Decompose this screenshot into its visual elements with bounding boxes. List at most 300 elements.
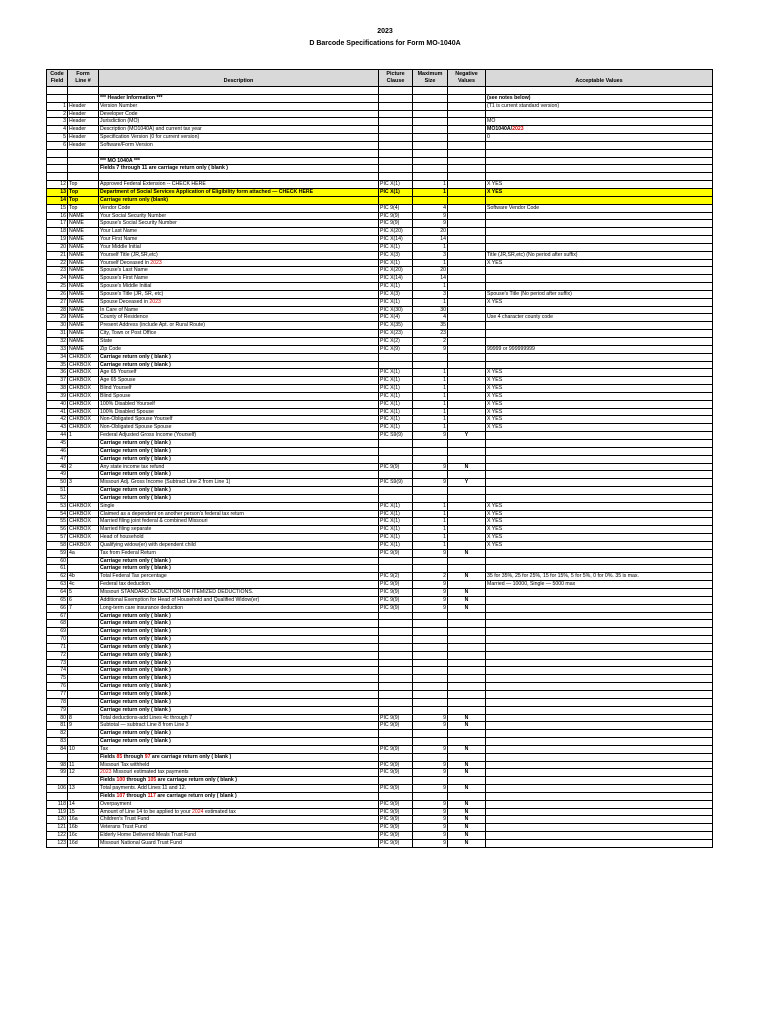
description-cell: Your First Name — [99, 236, 379, 244]
acceptable-values-cell: MO — [486, 118, 713, 126]
col-header-form-line1: Form — [76, 71, 90, 77]
negative-values-cell — [448, 690, 486, 698]
form-line-cell: 9 — [68, 722, 99, 730]
code-field-cell: 32 — [47, 338, 68, 346]
code-field-cell: 66 — [47, 604, 68, 612]
table-row — [47, 534, 713, 542]
acceptable-values-cell — [486, 322, 713, 330]
table-row — [47, 526, 713, 534]
description-cell: Developer Code — [99, 110, 379, 118]
table-row — [47, 220, 713, 228]
acceptable-values-cell — [486, 714, 713, 722]
description-cell: Elderly Home Delivered Meals Trust Fund — [99, 832, 379, 840]
form-line-cell — [68, 730, 99, 738]
max-size-cell: 2 — [413, 573, 448, 581]
picture-clause-cell: PIC X(1) — [379, 534, 413, 542]
table-row — [47, 188, 713, 196]
max-size-cell: 9 — [413, 769, 448, 777]
acceptable-values-cell: (T1 is current standard version) — [486, 102, 713, 110]
table-row — [47, 785, 713, 793]
code-field-cell: 4 — [47, 126, 68, 134]
description-cell: 100% Disabled Spouse — [99, 408, 379, 416]
negative-values-cell: N — [448, 832, 486, 840]
acceptable-values-cell — [486, 228, 713, 236]
code-field-cell: 26 — [47, 290, 68, 298]
form-line-cell — [68, 487, 99, 495]
max-size-cell — [413, 557, 448, 565]
code-field-cell: 84 — [47, 745, 68, 753]
table-row — [47, 298, 713, 306]
picture-clause-cell — [379, 738, 413, 746]
max-size-cell: 9 — [413, 589, 448, 597]
acceptable-values-cell — [486, 439, 713, 447]
negative-values-cell — [448, 212, 486, 220]
table-row — [47, 738, 713, 746]
acceptable-values-cell — [486, 361, 713, 369]
acceptable-values-cell — [486, 698, 713, 706]
negative-values-cell — [448, 612, 486, 620]
acceptable-values-cell: 99999 or 999999999 — [486, 345, 713, 353]
negative-values-cell: N — [448, 761, 486, 769]
description-text-mid: through — [125, 792, 148, 799]
max-size-cell: 9 — [413, 761, 448, 769]
form-line-cell: Header — [68, 141, 99, 149]
picture-clause-cell — [379, 683, 413, 691]
max-size-cell: 1 — [413, 534, 448, 542]
code-field-cell: 51 — [47, 487, 68, 495]
table-row — [47, 212, 713, 220]
description-cell: Specification Version (0 for current version) — [99, 134, 379, 142]
max-size-cell: 9 — [413, 596, 448, 604]
acceptable-values-cell — [486, 220, 713, 228]
table-row — [47, 808, 713, 816]
table-row — [47, 377, 713, 385]
acceptable-values-cell — [486, 816, 713, 824]
picture-clause-cell: PIC X(3) — [379, 251, 413, 259]
code-field-cell: 46 — [47, 447, 68, 455]
code-field-cell: 39 — [47, 392, 68, 400]
description-cell: Overpayment — [99, 800, 379, 808]
code-field-cell: 81 — [47, 722, 68, 730]
description-cell: Carriage return only (blank) — [99, 196, 379, 204]
description-cell: Veterans Trust Fund — [99, 824, 379, 832]
max-size-cell — [413, 690, 448, 698]
table-row — [47, 149, 713, 157]
table-row — [47, 471, 713, 479]
form-line-cell: 8 — [68, 714, 99, 722]
picture-clause-cell: PIC X(14) — [379, 275, 413, 283]
max-size-cell — [413, 87, 448, 95]
description-text: Amount of Line 14 to be applied to your — [100, 808, 192, 815]
picture-clause-cell — [379, 753, 413, 761]
acceptable-values-cell — [486, 651, 713, 659]
max-size-cell — [413, 659, 448, 667]
code-field-cell: 31 — [47, 330, 68, 338]
max-size-cell — [413, 620, 448, 628]
form-line-cell: 11 — [68, 761, 99, 769]
negative-values-cell — [448, 338, 486, 346]
description-cell: Carriage return only ( blank ) — [99, 667, 379, 675]
form-line-cell: 16a — [68, 816, 99, 824]
negative-values-cell: N — [448, 589, 486, 597]
description-highlight-text: 2024 — [192, 808, 204, 815]
form-line-cell — [68, 698, 99, 706]
negative-values-cell: N — [448, 785, 486, 793]
picture-clause-cell: PIC S9(9) — [379, 432, 413, 440]
acceptable-values-cell — [486, 761, 713, 769]
description-text-tail: estimated tax — [203, 808, 236, 815]
code-field-cell: 74 — [47, 667, 68, 675]
max-size-cell — [413, 738, 448, 746]
form-line-cell: NAME — [68, 228, 99, 236]
description-cell — [99, 173, 379, 181]
table-row — [47, 636, 713, 644]
form-line-cell: CHKBOX — [68, 361, 99, 369]
acceptable-values-cell — [486, 471, 713, 479]
table-row — [47, 487, 713, 495]
picture-clause-cell: PIC X(1) — [379, 518, 413, 526]
code-field-cell: 72 — [47, 651, 68, 659]
table-row — [47, 236, 713, 244]
max-size-cell — [413, 487, 448, 495]
description-cell: Department of Social Services Application of Eligibility form attached — CHECK HERE — [99, 188, 379, 196]
table-row — [47, 769, 713, 777]
spec-table — [46, 69, 713, 848]
picture-clause-cell: PIC X(30) — [379, 306, 413, 314]
code-field-cell: 55 — [47, 518, 68, 526]
description-cell: Carriage return only ( blank ) — [99, 494, 379, 502]
col-header-description: Description — [99, 70, 379, 87]
table-row — [47, 494, 713, 502]
acceptable-values-cell — [486, 330, 713, 338]
acceptable-values-cell — [486, 643, 713, 651]
form-line-cell — [68, 157, 99, 165]
picture-clause-cell: PIC 9(9) — [379, 745, 413, 753]
max-size-cell: 1 — [413, 518, 448, 526]
description-cell: Carriage return only ( blank ) — [99, 651, 379, 659]
description-cell: Spouse's First Name — [99, 275, 379, 283]
form-line-cell — [68, 565, 99, 573]
table-row — [47, 392, 713, 400]
description-cell: Missouri STANDARD DEDUCTION OR ITEMIZED DEDUCTIONS. — [99, 589, 379, 597]
max-size-cell: 14 — [413, 236, 448, 244]
description-cell: Fields 7 through 11 are carriage return only ( blank ) — [99, 165, 379, 173]
col-header-code — [47, 70, 68, 87]
description-cell: Carriage return only ( blank ) — [99, 690, 379, 698]
acceptable-values-text: MO1040A/ — [487, 126, 513, 133]
picture-clause-cell: PIC X(4) — [379, 314, 413, 322]
description-text-tail: Missouri estimated tax payments — [111, 769, 189, 776]
code-field-cell: 44 — [47, 432, 68, 440]
acceptable-values-cell — [486, 832, 713, 840]
picture-clause-cell: PIC X(1) — [379, 510, 413, 518]
form-line-cell — [68, 690, 99, 698]
negative-values-cell — [448, 236, 486, 244]
negative-values-cell — [448, 251, 486, 259]
negative-values-cell — [448, 408, 486, 416]
max-size-cell — [413, 730, 448, 738]
description-highlight-text-2: 117 — [147, 792, 156, 799]
picture-clause-cell — [379, 110, 413, 118]
max-size-cell — [413, 173, 448, 181]
code-field-cell: 60 — [47, 557, 68, 565]
negative-values-cell — [448, 134, 486, 142]
description-cell: Blind Spouse — [99, 392, 379, 400]
code-field-cell: 12 — [47, 181, 68, 189]
max-size-cell — [413, 126, 448, 134]
negative-values-cell: N — [448, 604, 486, 612]
table-row — [47, 549, 713, 557]
form-line-cell: CHKBOX — [68, 534, 99, 542]
picture-clause-cell — [379, 494, 413, 502]
description-cell: Carriage return only ( blank ) — [99, 447, 379, 455]
acceptable-values-cell — [486, 565, 713, 573]
table-row — [47, 118, 713, 126]
picture-clause-cell — [379, 792, 413, 800]
code-field-cell: 25 — [47, 283, 68, 291]
table-row — [47, 322, 713, 330]
code-field-cell: 121 — [47, 824, 68, 832]
picture-clause-cell — [379, 173, 413, 181]
negative-values-cell — [448, 188, 486, 196]
picture-clause-cell: PIC 9(9) — [379, 589, 413, 597]
picture-clause-cell: PIC 9(9) — [379, 808, 413, 816]
description-cell: Tax from Federal Return — [99, 549, 379, 557]
negative-values-cell — [448, 738, 486, 746]
table-row — [47, 722, 713, 730]
negative-values-cell — [448, 675, 486, 683]
description-cell: Total deductions-add Lines 4c through 7 — [99, 714, 379, 722]
form-line-cell: NAME — [68, 330, 99, 338]
picture-clause-cell — [379, 94, 413, 102]
form-line-cell: NAME — [68, 338, 99, 346]
negative-values-cell — [448, 118, 486, 126]
form-line-cell — [68, 636, 99, 644]
picture-clause-cell — [379, 777, 413, 785]
max-size-cell: 9 — [413, 432, 448, 440]
negative-values-cell — [448, 94, 486, 102]
max-size-cell — [413, 110, 448, 118]
description-text: Yourself Deceased in — [100, 259, 151, 266]
description-highlight-text-2: 97 — [144, 753, 151, 760]
form-line-cell: Header — [68, 118, 99, 126]
description-cell: Total Federal Tax percentage — [99, 573, 379, 581]
code-field-cell: 119 — [47, 808, 68, 816]
description-cell: Single — [99, 502, 379, 510]
picture-clause-cell — [379, 361, 413, 369]
col-header-neg-line1: Negative — [455, 71, 478, 77]
max-size-cell: 3 — [413, 290, 448, 298]
form-line-cell: 6 — [68, 596, 99, 604]
table-row — [47, 518, 713, 526]
max-size-cell — [413, 675, 448, 683]
col-header-pic-line1: Picture — [386, 71, 405, 77]
table-row — [47, 126, 713, 134]
col-header-form-line2: Line # — [75, 78, 91, 84]
max-size-cell: 4 — [413, 204, 448, 212]
table-row — [47, 243, 713, 251]
acceptable-values-cell — [486, 659, 713, 667]
max-size-cell — [413, 353, 448, 361]
description-cell: Present Address (include Apt. or Rural Route) — [99, 322, 379, 330]
col-header-neg-line2: Values — [457, 78, 476, 84]
max-size-cell: 1 — [413, 541, 448, 549]
max-size-cell: 1 — [413, 259, 448, 267]
table-row — [47, 463, 713, 471]
negative-values-cell — [448, 636, 486, 644]
acceptable-values-cell — [486, 353, 713, 361]
negative-values-cell — [448, 275, 486, 283]
code-field-cell — [47, 94, 68, 102]
description-cell: 100% Disabled Yourself — [99, 400, 379, 408]
description-cell: Approved Federal Extension -- CHECK HERE — [99, 181, 379, 189]
max-size-cell — [413, 494, 448, 502]
table-row — [47, 385, 713, 393]
max-size-cell: 1 — [413, 377, 448, 385]
picture-clause-cell: PIC X(1) — [379, 408, 413, 416]
table-row — [47, 651, 713, 659]
picture-clause-cell: PIC X(1) — [379, 283, 413, 291]
form-line-cell: NAME — [68, 259, 99, 267]
negative-values-cell — [448, 698, 486, 706]
code-field-cell: 20 — [47, 243, 68, 251]
table-row — [47, 439, 713, 447]
code-field-cell: 75 — [47, 675, 68, 683]
code-field-cell: 82 — [47, 730, 68, 738]
code-field-cell — [47, 149, 68, 157]
form-line-cell — [68, 173, 99, 181]
table-row — [47, 353, 713, 361]
table-row — [47, 196, 713, 204]
picture-clause-cell: PIC X(1) — [379, 400, 413, 408]
table-header-row — [47, 70, 713, 87]
description-cell: Carriage return only ( blank ) — [99, 683, 379, 691]
picture-clause-cell — [379, 157, 413, 165]
description-text: Fields — [100, 777, 117, 784]
table-row — [47, 251, 713, 259]
description-cell: Qualifying widow(er) with dependent child — [99, 541, 379, 549]
negative-values-cell — [448, 534, 486, 542]
description-text-mid: through — [125, 777, 148, 784]
code-field-cell — [47, 777, 68, 785]
description-text-mid: through — [122, 753, 145, 760]
table-row — [47, 369, 713, 377]
negative-values-cell — [448, 196, 486, 204]
form-line-cell: NAME — [68, 314, 99, 322]
form-line-cell: NAME — [68, 345, 99, 353]
negative-values-cell — [448, 87, 486, 95]
table-row — [47, 604, 713, 612]
max-size-cell — [413, 612, 448, 620]
form-line-cell: 12 — [68, 769, 99, 777]
negative-values-cell: N — [448, 463, 486, 471]
acceptable-values-cell — [486, 589, 713, 597]
picture-clause-cell: PIC 9(9) — [379, 761, 413, 769]
acceptable-values-cell — [486, 110, 713, 118]
code-field-cell: 38 — [47, 385, 68, 393]
table-row — [47, 612, 713, 620]
description-cell: Carriage return only ( blank ) — [99, 636, 379, 644]
acceptable-values-cell: X YES — [486, 181, 713, 189]
max-size-cell — [413, 118, 448, 126]
negative-values-cell — [448, 502, 486, 510]
acceptable-values-cell — [486, 126, 713, 134]
max-size-cell: 9 — [413, 824, 448, 832]
description-cell: Carriage return only ( blank ) — [99, 557, 379, 565]
form-line-cell: 14 — [68, 800, 99, 808]
picture-clause-cell: PIC 9(9) — [379, 722, 413, 730]
table-row — [47, 698, 713, 706]
negative-values-cell: N — [448, 596, 486, 604]
negative-values-cell — [448, 416, 486, 424]
negative-values-cell — [448, 110, 486, 118]
description-cell: Carriage return only ( blank ) — [99, 353, 379, 361]
table-row — [47, 792, 713, 800]
negative-values-cell — [448, 290, 486, 298]
code-field-cell: 5 — [47, 134, 68, 142]
description-cell: Missouri Adj. Gross Income (Subtract Line 2 from Line 1) — [99, 479, 379, 487]
code-field-cell: 64 — [47, 589, 68, 597]
code-field-cell: 69 — [47, 628, 68, 636]
description-text: Spouse Deceased in — [100, 298, 150, 305]
acceptable-values-cell — [486, 87, 713, 95]
form-line-cell: CHKBOX — [68, 385, 99, 393]
col-header-negative-values — [448, 70, 486, 87]
acceptable-values-cell — [486, 173, 713, 181]
picture-clause-cell — [379, 643, 413, 651]
code-field-cell: 63 — [47, 581, 68, 589]
max-size-cell — [413, 643, 448, 651]
max-size-cell: 1 — [413, 408, 448, 416]
negative-values-cell — [448, 126, 486, 134]
acceptable-values-cell — [486, 447, 713, 455]
negative-values-cell: N — [448, 800, 486, 808]
table-row — [47, 581, 713, 589]
acceptable-values-cell — [486, 165, 713, 173]
negative-values-cell: N — [448, 840, 486, 848]
picture-clause-cell: PIC X(1) — [379, 502, 413, 510]
description-cell: Carriage return only ( blank ) — [99, 565, 379, 573]
table-row — [47, 690, 713, 698]
max-size-cell: 1 — [413, 369, 448, 377]
max-size-cell: 1 — [413, 181, 448, 189]
max-size-cell: 20 — [413, 228, 448, 236]
code-field-cell: 27 — [47, 298, 68, 306]
negative-values-cell — [448, 447, 486, 455]
code-field-cell: 42 — [47, 416, 68, 424]
max-size-cell: 1 — [413, 416, 448, 424]
acceptable-values-cell: X YES — [486, 534, 713, 542]
table-row — [47, 330, 713, 338]
description-cell: Federal tax deduction. — [99, 581, 379, 589]
picture-clause-cell: PIC X(1) — [379, 377, 413, 385]
max-size-cell: 1 — [413, 510, 448, 518]
acceptable-values-cell: X YES — [486, 518, 713, 526]
table-row — [47, 455, 713, 463]
code-field-cell: 52 — [47, 494, 68, 502]
acceptable-values-cell: X YES — [486, 259, 713, 267]
acceptable-values-cell: Software Vendor Code — [486, 204, 713, 212]
negative-values-cell — [448, 455, 486, 463]
table-row — [47, 338, 713, 346]
description-cell: Long-term care insurance deduction — [99, 604, 379, 612]
table-row — [47, 102, 713, 110]
form-line-cell: CHKBOX — [68, 518, 99, 526]
col-header-max-size — [413, 70, 448, 87]
picture-clause-cell — [379, 730, 413, 738]
code-field-cell: 77 — [47, 690, 68, 698]
acceptable-values-cell — [486, 157, 713, 165]
